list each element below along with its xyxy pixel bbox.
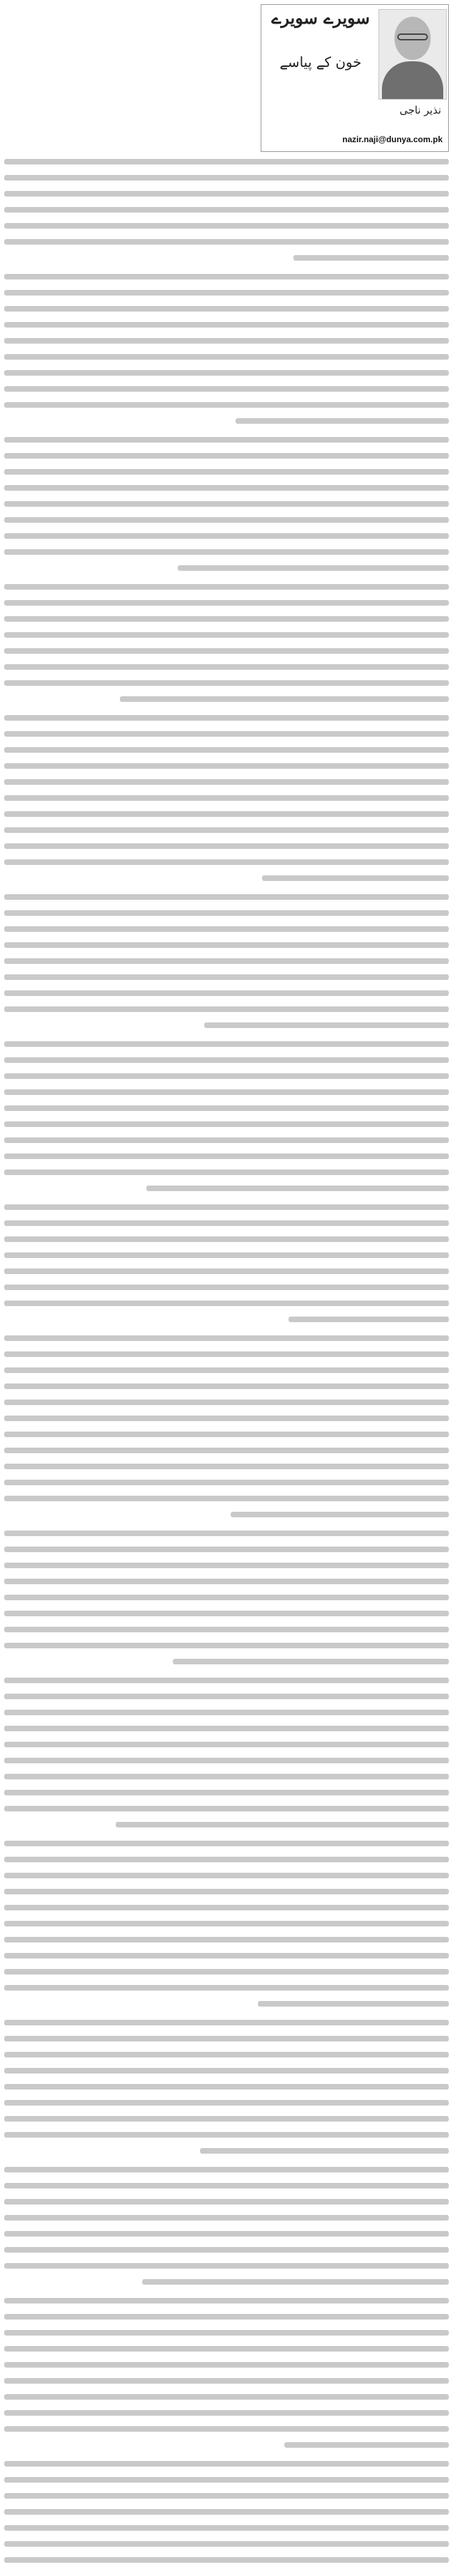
text-line bbox=[4, 779, 449, 785]
text-line bbox=[4, 763, 449, 769]
text-line bbox=[4, 1383, 449, 1389]
text-line bbox=[4, 1041, 449, 1047]
text-line bbox=[4, 1531, 449, 1536]
text-line bbox=[4, 827, 449, 833]
column bbox=[4, 4, 449, 2576]
text-line bbox=[4, 990, 449, 996]
text-line bbox=[178, 565, 449, 571]
text-line bbox=[4, 1285, 449, 1290]
text-line bbox=[4, 223, 449, 229]
text-line bbox=[4, 616, 449, 622]
text-line bbox=[4, 680, 449, 686]
text-line bbox=[4, 2461, 449, 2467]
paragraph-break bbox=[4, 2573, 449, 2576]
article-text-placeholder bbox=[4, 159, 449, 2576]
text-line bbox=[4, 2426, 449, 2432]
text-line bbox=[4, 600, 449, 606]
text-line bbox=[4, 1921, 449, 1926]
text-line bbox=[4, 584, 449, 590]
text-line bbox=[4, 1416, 449, 1421]
text-line bbox=[4, 453, 449, 459]
text-line bbox=[4, 795, 449, 801]
text-line bbox=[4, 2330, 449, 2336]
text-line bbox=[116, 1822, 450, 1827]
text-line bbox=[4, 2525, 449, 2531]
text-line bbox=[4, 2167, 449, 2172]
text-line bbox=[4, 1742, 449, 1747]
text-line bbox=[173, 1659, 449, 1664]
text-line bbox=[4, 370, 449, 376]
text-line bbox=[4, 1301, 449, 1306]
text-line bbox=[4, 2231, 449, 2237]
text-line bbox=[4, 859, 449, 865]
text-line bbox=[4, 2199, 449, 2205]
text-line bbox=[4, 731, 449, 737]
author-email: nazir.naji@dunya.com.pk bbox=[342, 135, 443, 144]
text-line bbox=[4, 1204, 449, 1210]
text-line bbox=[4, 1969, 449, 1975]
text-line bbox=[4, 2052, 449, 2057]
text-line bbox=[4, 322, 449, 328]
text-line bbox=[4, 1841, 449, 1846]
text-line bbox=[4, 1432, 449, 1437]
text-line bbox=[4, 1464, 449, 1469]
text-line bbox=[4, 2215, 449, 2221]
text-line bbox=[4, 942, 449, 948]
text-line bbox=[4, 1089, 449, 1095]
text-line bbox=[4, 1057, 449, 1063]
text-line bbox=[4, 2247, 449, 2253]
text-line bbox=[4, 648, 449, 654]
text-line bbox=[293, 255, 449, 261]
text-line bbox=[4, 1790, 449, 1795]
text-line bbox=[4, 1496, 449, 1501]
text-line bbox=[4, 1236, 449, 1242]
text-line bbox=[4, 1137, 449, 1143]
text-line bbox=[4, 1726, 449, 1731]
text-line bbox=[4, 1367, 449, 1373]
text-line bbox=[4, 2132, 449, 2138]
text-line bbox=[4, 1710, 449, 1715]
text-line bbox=[4, 1351, 449, 1357]
text-line bbox=[4, 1170, 449, 1175]
author-photo bbox=[378, 9, 447, 100]
text-line bbox=[284, 2442, 449, 2448]
text-line bbox=[4, 1563, 449, 1568]
author-name: نذیر ناجی bbox=[399, 104, 441, 116]
text-line bbox=[4, 1694, 449, 1699]
text-line bbox=[4, 386, 449, 392]
text-line bbox=[4, 811, 449, 817]
text-line bbox=[4, 1806, 449, 1811]
text-line bbox=[4, 2557, 449, 2563]
text-line bbox=[4, 1937, 449, 1942]
text-line bbox=[4, 239, 449, 245]
text-line bbox=[4, 2493, 449, 2499]
text-line bbox=[4, 2410, 449, 2416]
text-line bbox=[204, 1022, 449, 1028]
text-line bbox=[4, 1121, 449, 1127]
text-line bbox=[4, 2036, 449, 2041]
text-line bbox=[262, 875, 449, 881]
text-line bbox=[200, 2148, 449, 2154]
text-line bbox=[4, 1220, 449, 1226]
text-line bbox=[4, 894, 449, 900]
text-line bbox=[4, 2378, 449, 2384]
text-line bbox=[142, 2279, 449, 2285]
text-line bbox=[4, 274, 449, 279]
column-wordmark: سویرے سویرے bbox=[271, 8, 370, 28]
text-line bbox=[258, 2001, 449, 2007]
text-line bbox=[4, 1400, 449, 1405]
text-line bbox=[4, 469, 449, 475]
text-line bbox=[4, 402, 449, 408]
text-line bbox=[4, 354, 449, 360]
text-line bbox=[4, 1480, 449, 1485]
text-line bbox=[4, 1953, 449, 1958]
text-line bbox=[4, 958, 449, 964]
text-line bbox=[4, 974, 449, 980]
text-line bbox=[4, 1268, 449, 1274]
text-line bbox=[4, 747, 449, 753]
text-line bbox=[4, 2541, 449, 2547]
text-line bbox=[4, 843, 449, 849]
text-line bbox=[4, 1252, 449, 1258]
text-line bbox=[289, 1317, 449, 1322]
text-line bbox=[4, 2084, 449, 2090]
text-line bbox=[4, 290, 449, 296]
text-line bbox=[4, 2100, 449, 2106]
text-line bbox=[4, 1985, 449, 1991]
text-line bbox=[4, 1873, 449, 1878]
text-line bbox=[4, 437, 449, 443]
text-line bbox=[4, 632, 449, 638]
text-line bbox=[120, 696, 449, 702]
text-line bbox=[4, 2183, 449, 2188]
text-line bbox=[4, 2477, 449, 2483]
text-line bbox=[4, 1073, 449, 1079]
column-header bbox=[261, 4, 449, 152]
text-line bbox=[4, 485, 449, 491]
text-line bbox=[4, 517, 449, 523]
text-line bbox=[4, 533, 449, 539]
text-line bbox=[4, 2362, 449, 2368]
text-line bbox=[4, 1678, 449, 1683]
text-line bbox=[4, 2394, 449, 2400]
text-line bbox=[4, 2314, 449, 2320]
text-line bbox=[4, 1153, 449, 1159]
text-line bbox=[4, 1758, 449, 1763]
text-line bbox=[4, 501, 449, 507]
text-line bbox=[4, 2263, 449, 2269]
text-line bbox=[4, 1105, 449, 1111]
text-line bbox=[236, 418, 449, 424]
text-line bbox=[4, 2509, 449, 2515]
text-line bbox=[231, 1512, 449, 1517]
text-line bbox=[4, 715, 449, 721]
text-line bbox=[4, 191, 449, 197]
text-line bbox=[4, 910, 449, 916]
text-line bbox=[4, 306, 449, 312]
text-line bbox=[4, 1335, 449, 1341]
text-line bbox=[4, 1448, 449, 1453]
text-line bbox=[4, 1643, 449, 1648]
text-line bbox=[4, 1857, 449, 1862]
text-line bbox=[4, 159, 449, 164]
text-line bbox=[4, 175, 449, 181]
text-line bbox=[4, 1774, 449, 1779]
text-line bbox=[4, 338, 449, 344]
text-line bbox=[4, 2068, 449, 2073]
text-line bbox=[4, 1006, 449, 1012]
text-line bbox=[4, 1595, 449, 1600]
text-line bbox=[4, 1579, 449, 1584]
text-line bbox=[4, 926, 449, 932]
text-line bbox=[4, 2020, 449, 2025]
text-line bbox=[4, 207, 449, 213]
text-line bbox=[4, 1627, 449, 1632]
text-line bbox=[4, 1611, 449, 1616]
text-line bbox=[4, 2298, 449, 2303]
article-headline: خون کے پیاسے bbox=[279, 54, 362, 70]
text-line bbox=[4, 1889, 449, 1894]
text-line bbox=[4, 549, 449, 555]
text-line bbox=[4, 1905, 449, 1910]
text-line bbox=[4, 1547, 449, 1552]
text-line bbox=[4, 2346, 449, 2352]
text-line bbox=[146, 1186, 449, 1191]
text-line bbox=[4, 664, 449, 670]
text-line bbox=[4, 2116, 449, 2122]
